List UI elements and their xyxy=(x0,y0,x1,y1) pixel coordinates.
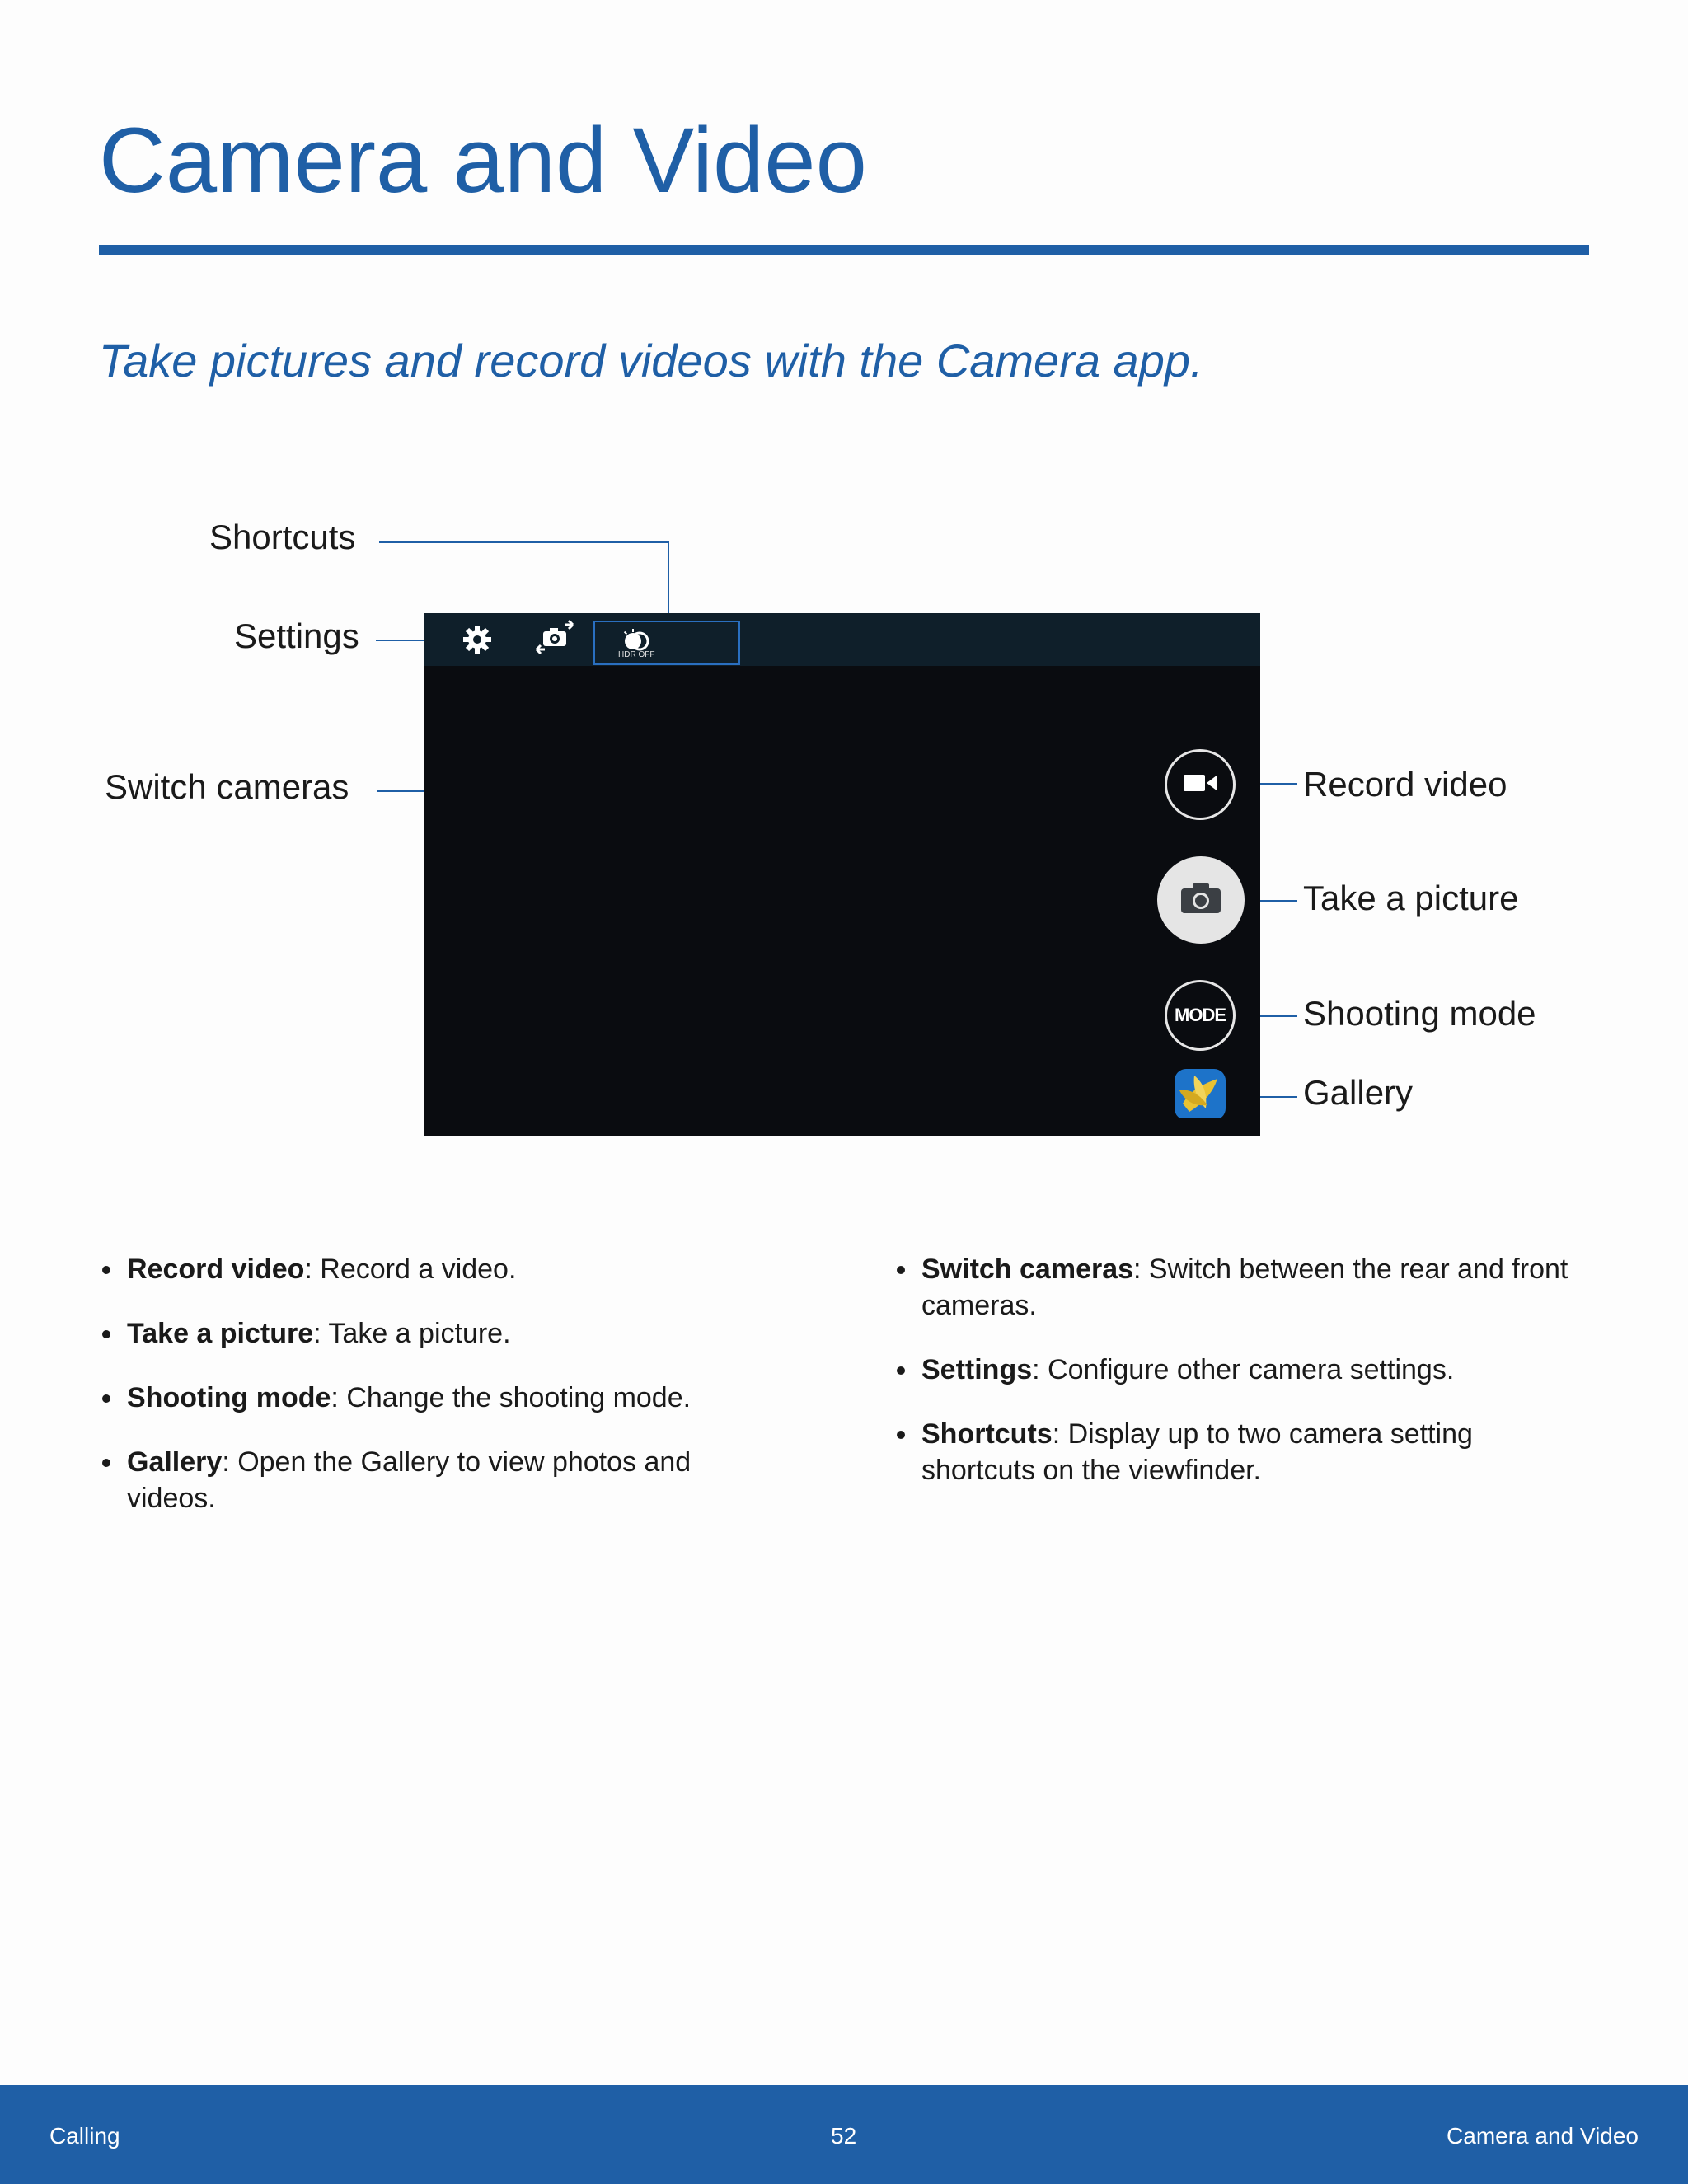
bullet-desc: : Display up to two camera setting shortcuts on the viewfinder. xyxy=(921,1418,1473,1486)
list-item xyxy=(99,1444,783,1516)
callout-switch-cameras: Switch cameras xyxy=(105,767,349,806)
hdr-off-label: HDR OFF xyxy=(618,650,655,659)
leader-shortcuts-v xyxy=(668,541,669,621)
list-item xyxy=(893,1416,1578,1488)
bullet-list-left xyxy=(99,1251,783,1544)
shooting-mode-button[interactable]: MODE xyxy=(1165,980,1236,1051)
bullet-term: Take a picture xyxy=(127,1318,314,1349)
gallery-button[interactable] xyxy=(1175,1069,1226,1120)
camera-icon xyxy=(1179,882,1222,919)
list-item xyxy=(99,1315,783,1352)
page-footer xyxy=(0,2085,1688,2184)
bullet-term: Record video xyxy=(127,1254,305,1285)
list-item xyxy=(893,1251,1578,1324)
switch-camera-icon[interactable] xyxy=(533,620,578,660)
video-camera-icon xyxy=(1182,772,1218,798)
list-item xyxy=(99,1380,783,1416)
callout-take-picture: Take a picture xyxy=(1303,879,1519,917)
leader-shortcuts-h xyxy=(379,541,669,543)
callout-shortcuts: Shortcuts xyxy=(209,518,356,556)
page-number: 52 xyxy=(831,2123,857,2149)
bullet-desc: : Configure other camera settings. xyxy=(1032,1354,1455,1385)
bullet-term: Settings xyxy=(921,1354,1033,1385)
bullet-term: Switch cameras xyxy=(921,1254,1134,1285)
callout-shooting-mode: Shooting mode xyxy=(1303,994,1536,1033)
list-item xyxy=(893,1352,1578,1388)
callout-gallery: Gallery xyxy=(1303,1073,1414,1112)
bullet-desc: : Record a video. xyxy=(304,1254,517,1285)
bullet-term: Gallery xyxy=(127,1446,223,1478)
callout-record-video: Record video xyxy=(1303,765,1507,804)
gear-icon[interactable] xyxy=(461,623,494,660)
camera-viewfinder xyxy=(424,613,1260,1136)
bullet-term: Shortcuts xyxy=(921,1418,1053,1450)
bullet-desc: : Change the shooting mode. xyxy=(331,1382,692,1413)
bullet-desc: : Take a picture. xyxy=(313,1318,511,1349)
bullet-term: Shooting mode xyxy=(127,1382,331,1413)
footer-section-right: Camera and Video xyxy=(1447,2123,1639,2149)
bullet-list-right xyxy=(893,1251,1578,1516)
gallery-icon xyxy=(1175,1069,1226,1120)
shortcuts-area[interactable] xyxy=(593,621,740,665)
footer-section-left: Calling xyxy=(49,2123,120,2149)
list-item xyxy=(99,1251,783,1287)
bullet-desc: : Open the Gallery to view photos and videos. xyxy=(127,1446,692,1514)
page-title: Camera and Video xyxy=(99,109,867,212)
page-subtitle: Take pictures and record videos with the Camera app. xyxy=(99,335,1203,387)
callout-settings: Settings xyxy=(234,616,359,655)
record-video-button[interactable] xyxy=(1165,749,1236,820)
take-picture-button[interactable] xyxy=(1157,856,1245,944)
bullet-desc: : Switch between the rear and front cameras. xyxy=(921,1254,1568,1321)
camera-top-bar xyxy=(424,613,1260,666)
